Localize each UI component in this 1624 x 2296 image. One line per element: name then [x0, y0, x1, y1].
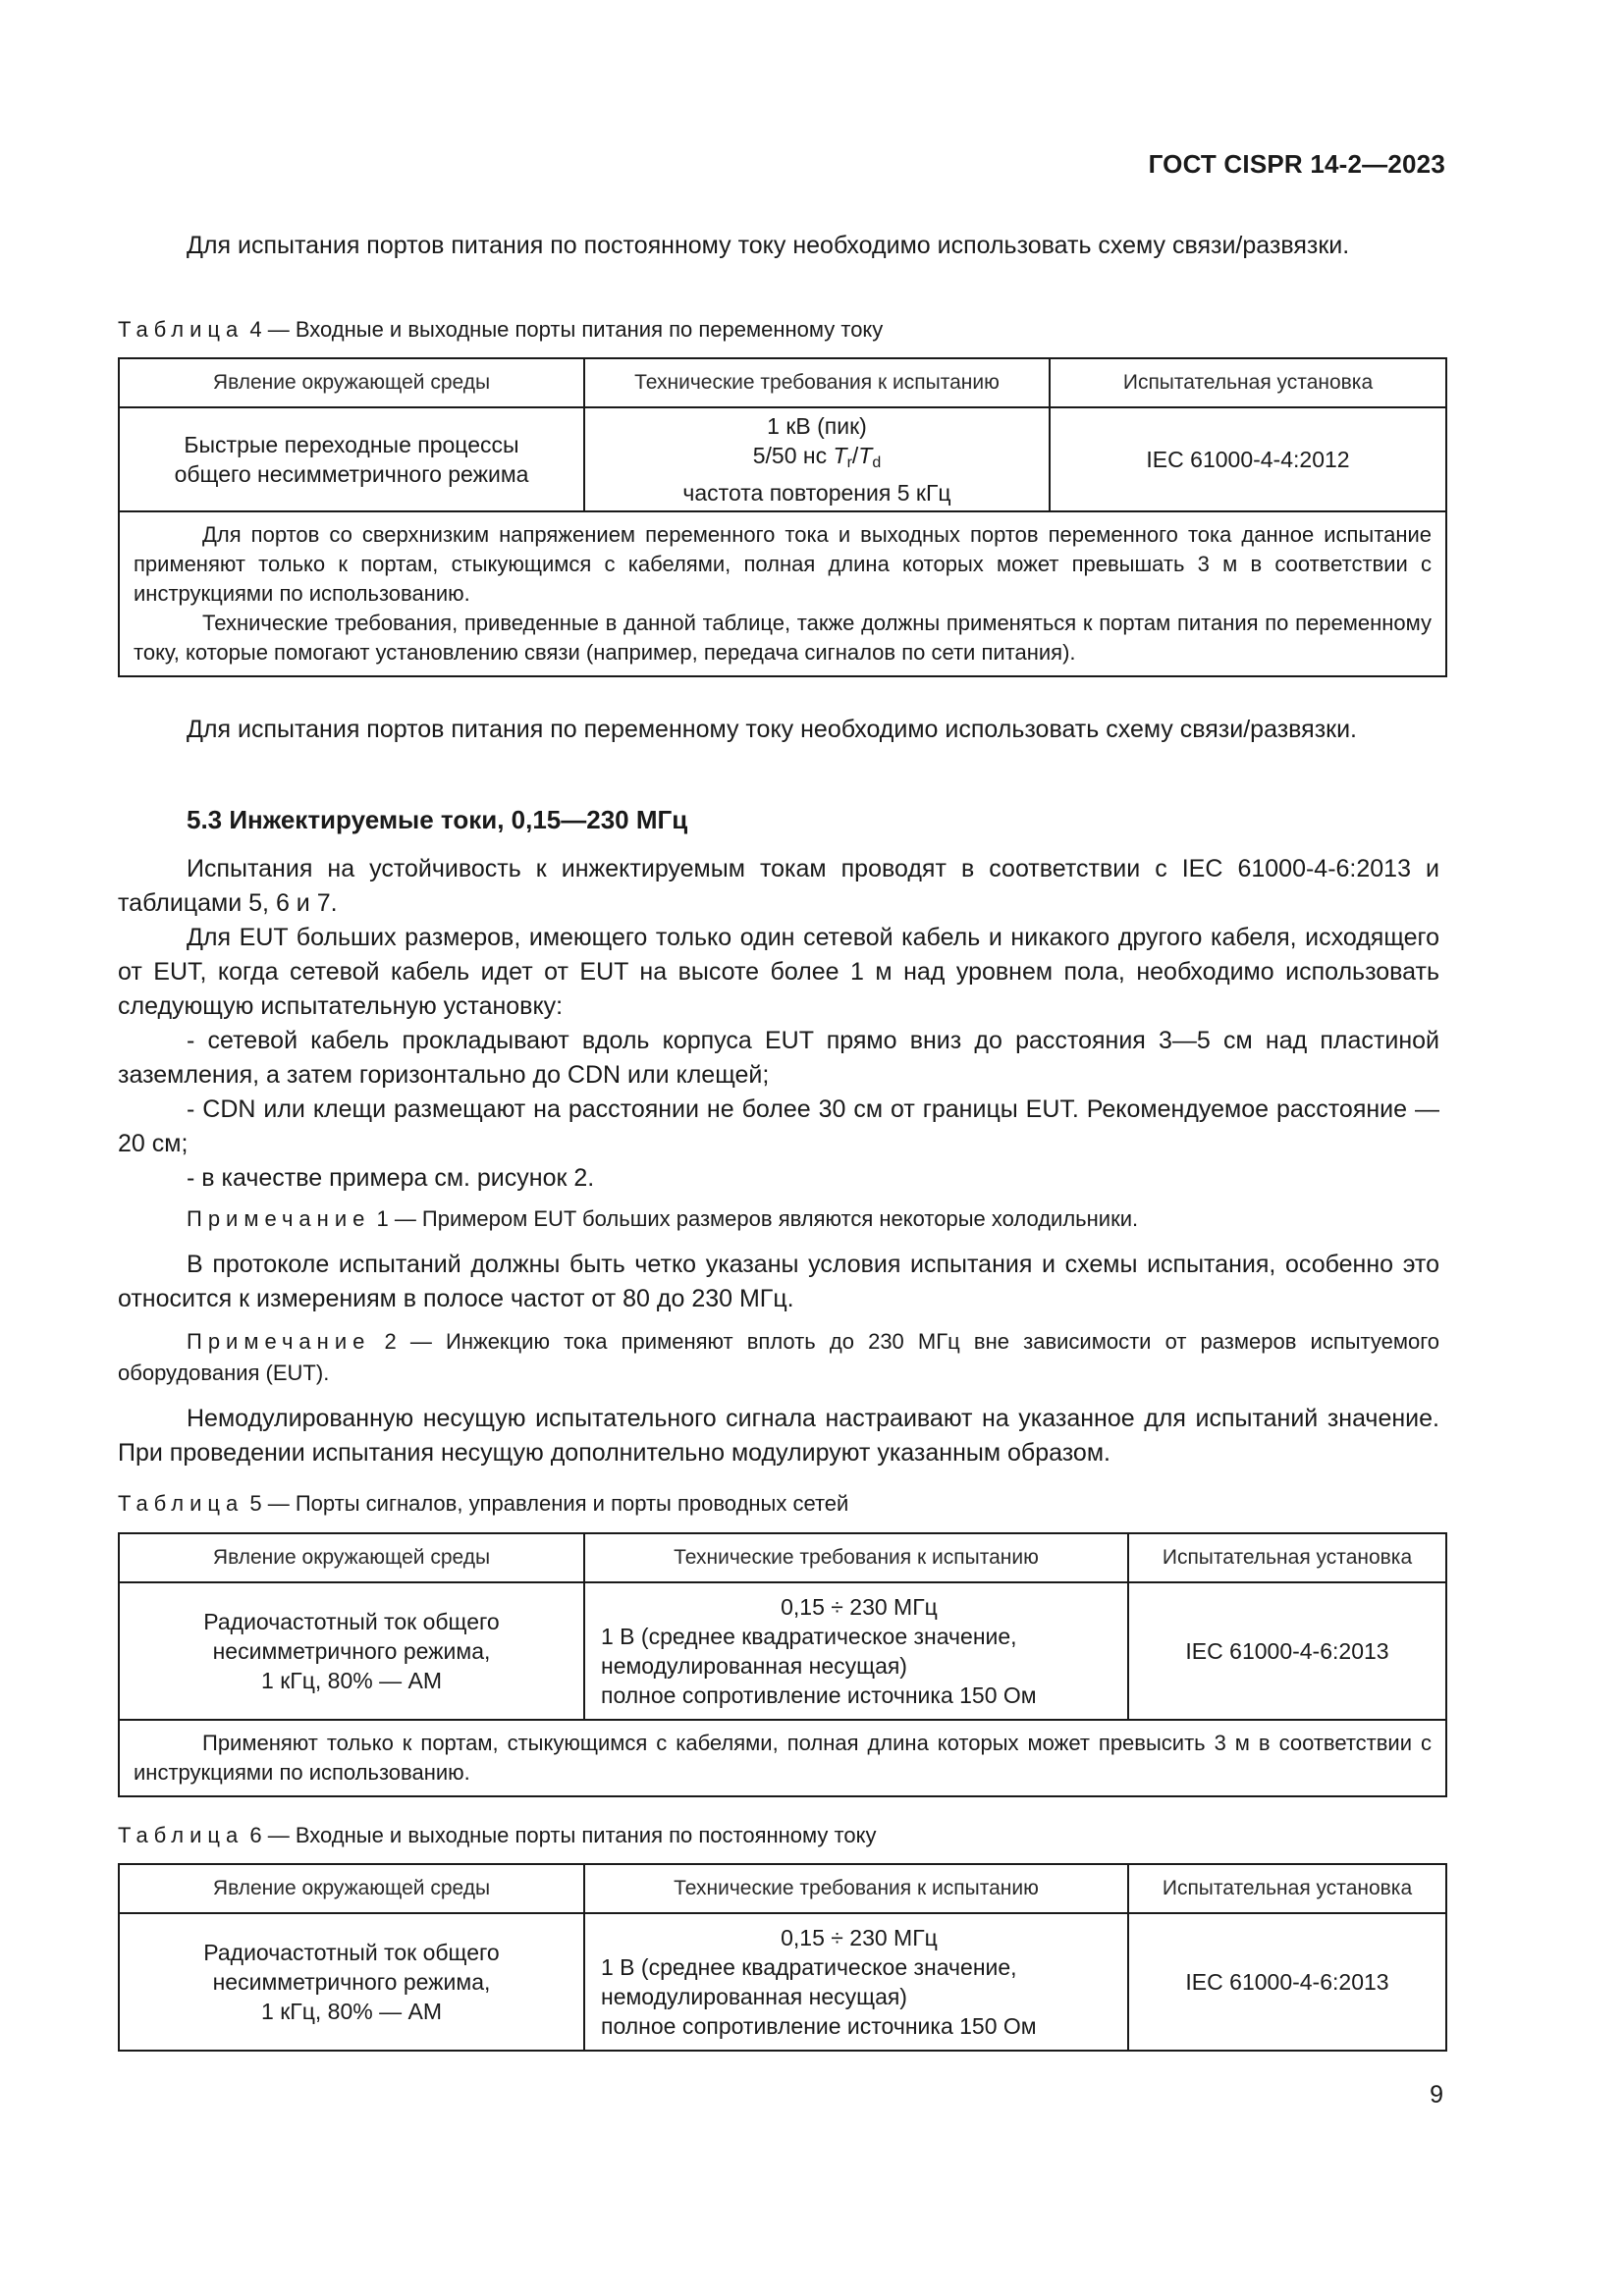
cell-line: Быстрые переходные процессы — [184, 432, 519, 457]
cell-line — [595, 441, 1039, 478]
table5 — [118, 1532, 1447, 1797]
tr-symbol: T — [833, 443, 847, 468]
page-number: 9 — [1430, 2081, 1443, 2109]
table-header-cell: Технические требования к испытанию — [584, 358, 1050, 407]
phenomenon-cell — [119, 1582, 584, 1720]
cell-line: 1 В (среднее квадратическое значение, — [601, 1954, 1017, 1980]
document-id-header: ГОСТ CISPR 14-2—2023 — [1148, 149, 1445, 179]
cell-line: 0,15 ÷ 230 МГц — [781, 1925, 938, 1950]
table-header-cell: Испытательная установка — [1128, 1864, 1446, 1913]
table4-caption — [118, 315, 1439, 345]
table-note-row — [119, 511, 1446, 676]
requirements-cell — [584, 1913, 1128, 2051]
tr-subscript: r — [846, 454, 852, 471]
table-header-row — [119, 1864, 1446, 1913]
cell-line: 1 кГц, 80% — АМ — [261, 1668, 442, 1693]
table-note-cell — [119, 1720, 1446, 1796]
paragraph: Немодулированную несущую испытательного сигнала настраивают на указанное для испытаний значение. При проведении испытания несущую дополнительно модулируют указанным образом. — [118, 1405, 1439, 1467]
list-item: - сетевой кабель прокладывают вдоль корпуса EUT прямо вниз до расстояния 3—5 см над пластиной заземления, а затем горизонтально до CDN или клещей; — [118, 1027, 1439, 1089]
slash: / — [851, 443, 859, 468]
table-note: Для портов со сверхнизким напряжением переменного тока и выходных портов переменного тока данное испытание применяют только к портам, стыкующимся с кабелями, полная длина которых может превышать 3 м в соответствии с инструкциями по использованию. — [134, 522, 1432, 606]
cell-line: немодулированная несущая) — [601, 1653, 907, 1679]
table5-caption-text: 5 — Порты сигналов, управления и порты проводных сетей — [249, 1491, 849, 1516]
table-header-cell: Испытательная установка — [1128, 1533, 1446, 1582]
note-word: Примечание — [187, 1206, 371, 1231]
table-header-cell: Технические требования к испытанию — [584, 1533, 1128, 1582]
cell-line: частота повторения 5 кГц — [682, 480, 951, 506]
cell-line: 0,15 ÷ 230 МГц — [781, 1594, 938, 1620]
cell-line: 1 кГц, 80% — АМ — [261, 1999, 442, 2024]
note-text: 2 — Инжекцию тока применяют вплоть до 230 МГц вне зависимости от размеров испытуемого оборудования (EUT). — [118, 1329, 1439, 1385]
table-row — [119, 407, 1446, 511]
setup-cell: IEC 61000-4-6:2013 — [1128, 1582, 1446, 1720]
table4-caption-word: Таблица — [118, 317, 244, 342]
intro-dc-paragraph: Для испытания портов питания по постоянному току необходимо использовать схему связи/развязки. — [187, 232, 1350, 259]
paragraph: Для EUT больших размеров, имеющего только один сетевой кабель и никакого другого кабеля, исходящего от EUT, когда сетевой кабель идет от EUT на высоте более 1 м над уровнем пола, необходимо использовать следующую испытательную установку: — [118, 924, 1439, 1020]
list-item: - CDN или клещи размещают на расстоянии не более 30 см от границы EUT. Рекомендуемое расстояние — 20 см; — [118, 1095, 1439, 1157]
cell-line: 1 кВ (пик) — [767, 413, 867, 439]
intro-ac-paragraph: Для испытания портов питания по переменному току необходимо использовать схему связи/развязки. — [187, 716, 1358, 743]
cell-line: немодулированная несущая) — [601, 1984, 907, 2009]
table-header-cell: Явление окружающей среды — [119, 1864, 584, 1913]
table-note-cell — [119, 511, 1446, 676]
cell-line: полное сопротивление источника 150 Ом — [601, 2013, 1037, 2039]
table6-caption-text: 6 — Входные и выходные порты питания по постоянному току — [249, 1823, 877, 1847]
cell-line: общего несимметричного режима — [174, 461, 529, 487]
paragraph: В протоколе испытаний должны быть четко указаны условия испытания и схемы испытания, особенно это относится к измерениям в полосе частот от 80 до 230 МГц. — [118, 1251, 1439, 1312]
cell-line: 1 В (среднее квадратическое значение, — [601, 1624, 1017, 1649]
requirements-cell — [584, 407, 1050, 511]
table-header-row — [119, 358, 1446, 407]
phenomenon-cell — [119, 1913, 584, 2051]
table-header-cell: Явление окружающей среды — [119, 1533, 584, 1582]
table-note: Технические требования, приведенные в данной таблице, также должны применяться к портам питания по переменному току, которые помогают установлению связи (например, передача сигналов по сети питания). — [134, 611, 1432, 665]
setup-cell: IEC 61000-4-6:2013 — [1128, 1913, 1446, 2051]
cell-line: несимметричного режима, — [212, 1969, 491, 1995]
td-subscript: d — [872, 454, 882, 471]
note-text: 1 — Примером EUT больших размеров являются некоторые холодильники. — [376, 1206, 1139, 1231]
requirements-cell — [584, 1582, 1128, 1720]
table6 — [118, 1863, 1447, 2052]
table6-caption-word: Таблица — [118, 1823, 244, 1847]
table-note: Применяют только к портам, стыкующимся с кабелями, полная длина которых может превысить 3 м в соответствии с инструкциями по использованию. — [134, 1731, 1432, 1785]
td-symbol: T — [858, 443, 873, 468]
setup-cell: IEC 61000-4-4:2012 — [1050, 407, 1446, 511]
table5-caption — [118, 1489, 1439, 1519]
rise-fall-prefix: 5/50 нс — [752, 443, 834, 468]
table-note-row — [119, 1720, 1446, 1796]
cell-line: полное сопротивление источника 150 Ом — [601, 1682, 1037, 1708]
cell-line: Радиочастотный ток общего — [203, 1609, 500, 1634]
paragraph: Испытания на устойчивость к инжектируемым токам проводят в соответствии с IEC 61000-4-6:2013 и таблицами 5, 6 и 7. — [118, 855, 1439, 917]
cell-line: Радиочастотный ток общего — [203, 1940, 500, 1965]
table-row — [119, 1913, 1446, 2051]
cell-line: несимметричного режима, — [212, 1638, 491, 1664]
table-header-cell: Технические требования к испытанию — [584, 1864, 1128, 1913]
table4-caption-text: 4 — Входные и выходные порты питания по переменному току — [249, 317, 884, 342]
phenomenon-cell — [119, 407, 584, 511]
note-word: Примечание — [187, 1329, 371, 1354]
table-header-cell: Испытательная установка — [1050, 358, 1446, 407]
table-header-row — [119, 1533, 1446, 1582]
table6-caption — [118, 1821, 1439, 1850]
note-1 — [118, 1203, 1439, 1235]
section-heading: 5.3 Инжектируемые токи, 0,15—230 МГц — [187, 805, 688, 834]
table-header-cell: Явление окружающей среды — [119, 358, 584, 407]
note-2 — [118, 1326, 1439, 1389]
list-item: - в качестве примера см. рисунок 2. — [187, 1164, 595, 1192]
table-row — [119, 1582, 1446, 1720]
table5-caption-word: Таблица — [118, 1491, 244, 1516]
table4 — [118, 357, 1447, 677]
